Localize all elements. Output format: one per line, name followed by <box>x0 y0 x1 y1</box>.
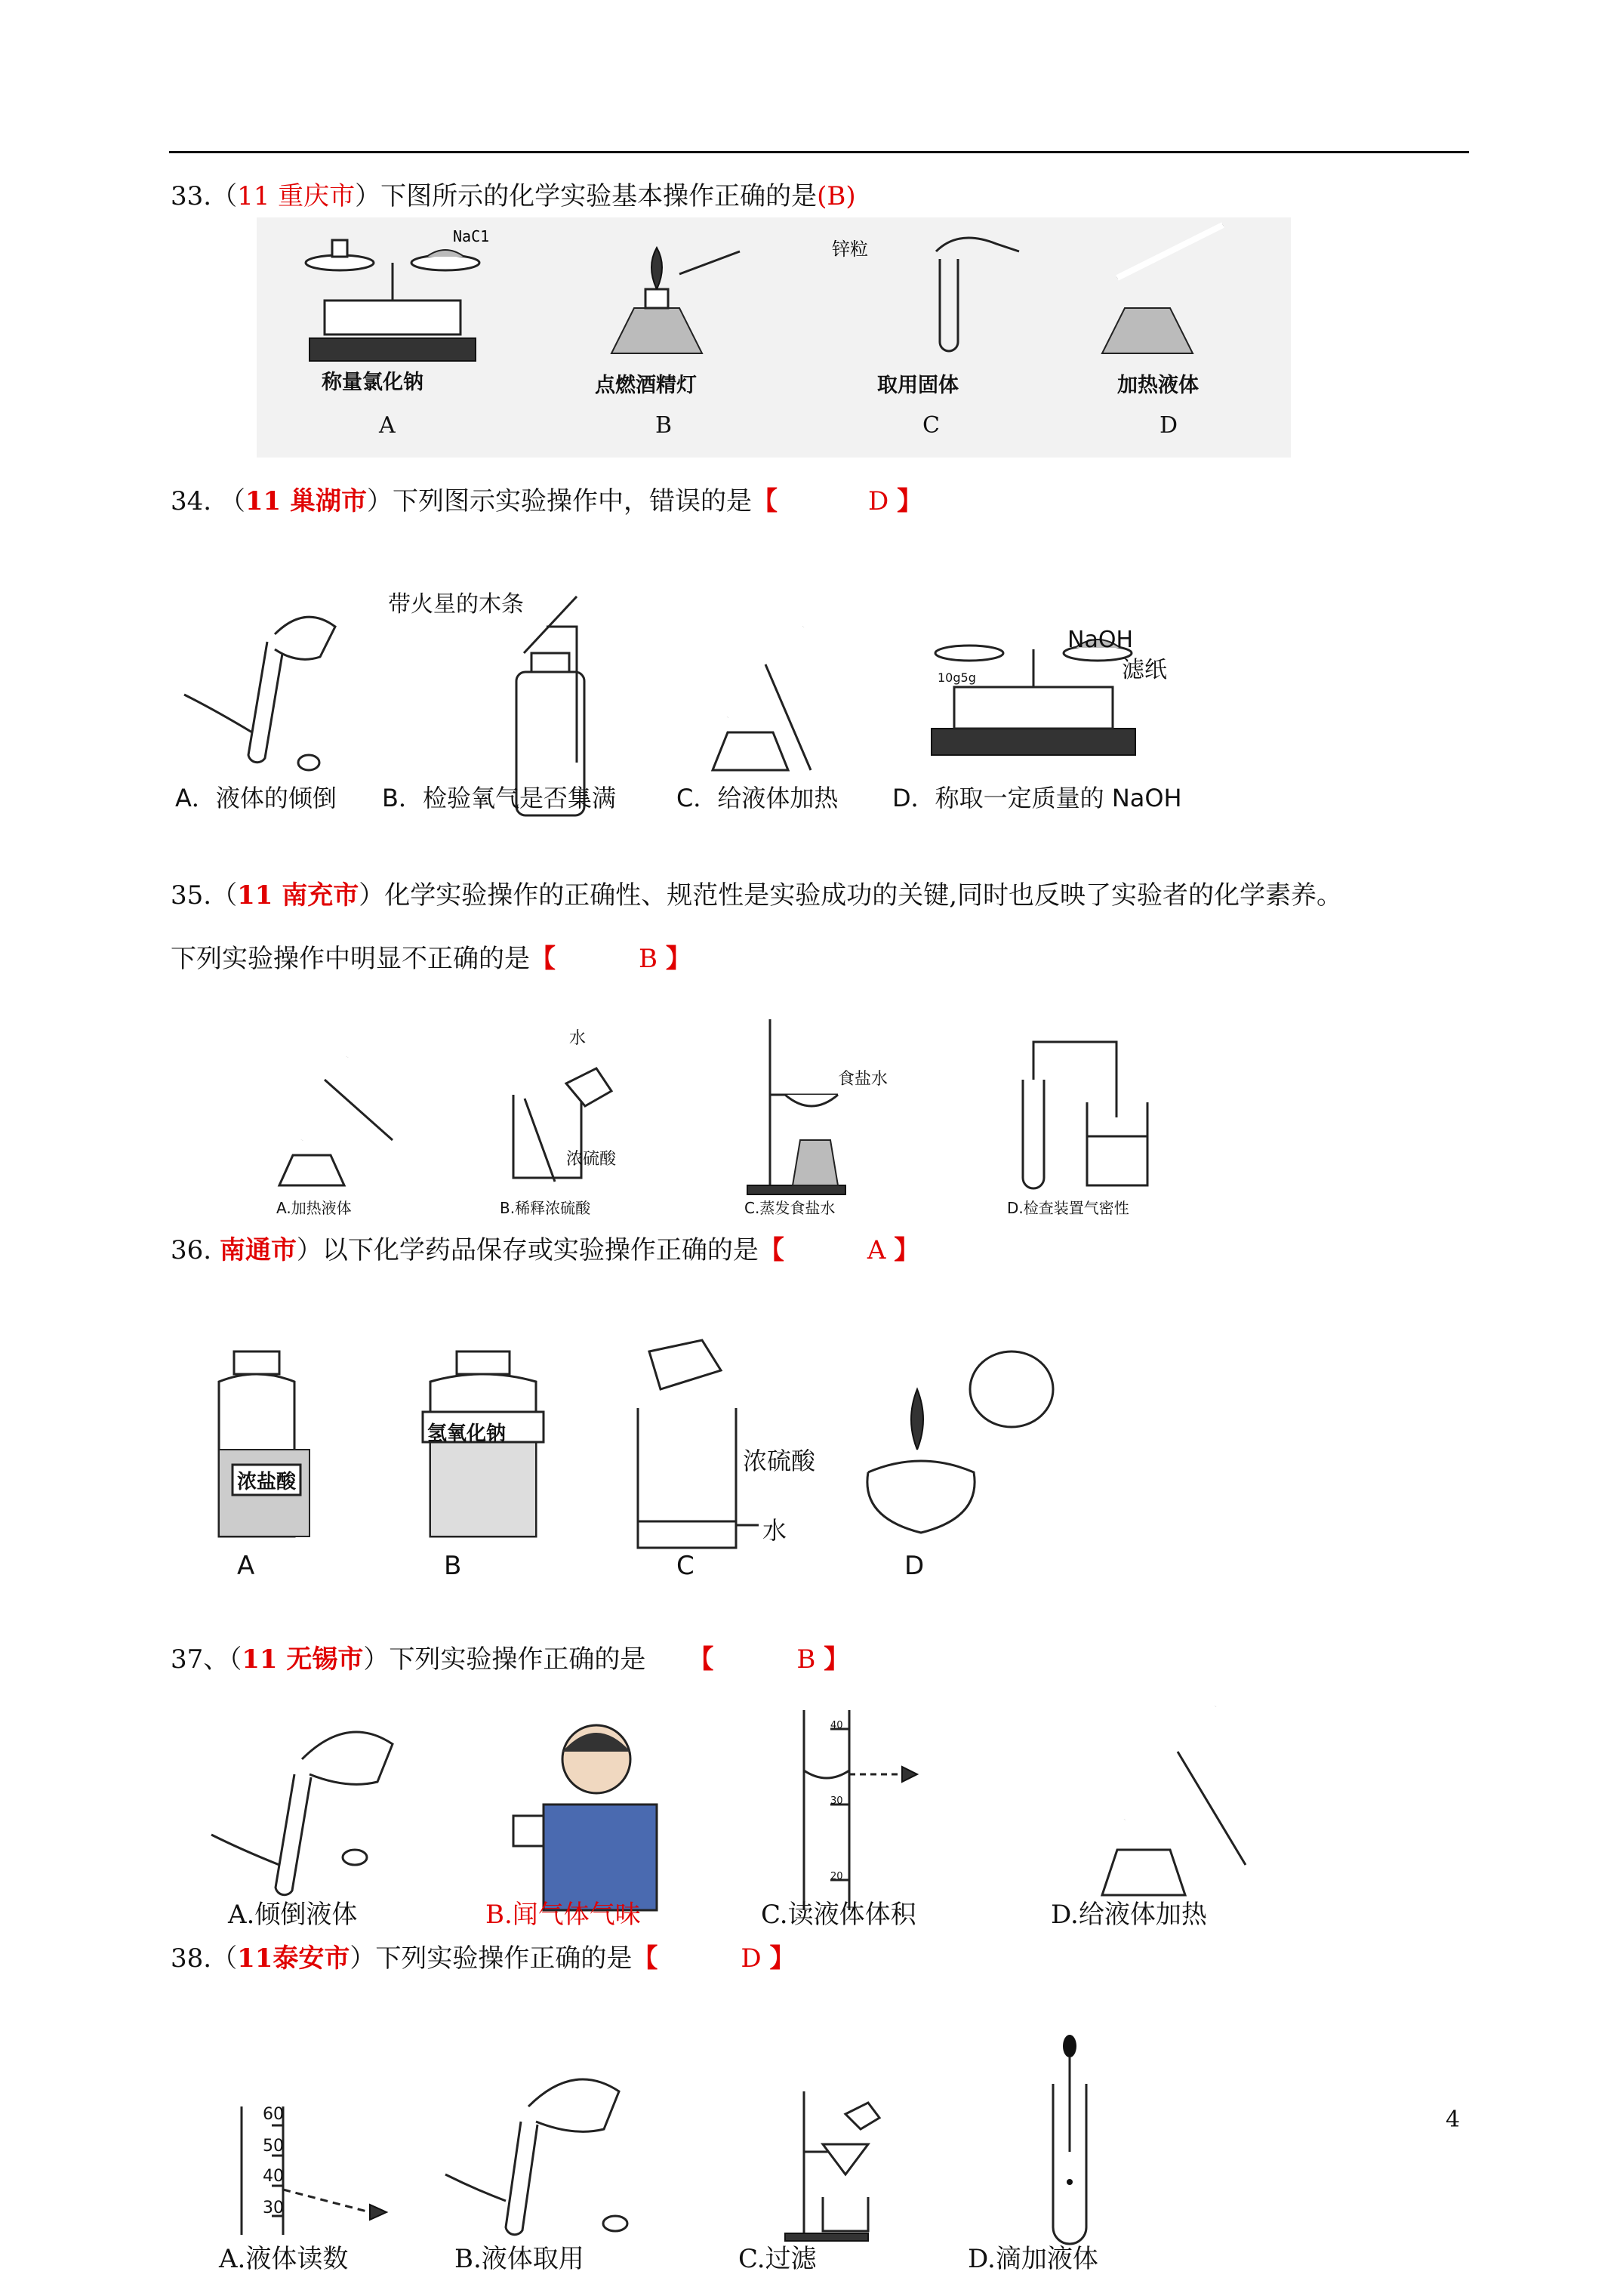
pouring-liquid-illustration <box>211 1732 393 1895</box>
lab-illustrations-q38 <box>211 2031 1147 2242</box>
page-number: 4 <box>1446 2106 1461 2133</box>
lab-illustrations-q36 <box>204 1336 1079 1586</box>
figure-q34: 带火星的木条 10g5g NaOH 滤纸 A．液体的倾倒 B．检验氧气是否集满 C．给液体加热 D．称取一定质量的 NaOH <box>169 581 1226 823</box>
svg-text:NaC1: NaC1 <box>453 227 490 245</box>
graduated-cylinder-illustration <box>804 1710 917 1910</box>
heating-tube-illustration <box>713 627 811 770</box>
balance-illustration <box>306 240 479 361</box>
question-33: 33.（11 重庆市）下图所示的化学实验基本操作正确的是(B) <box>171 181 856 211</box>
alcohol-lamp-illustration <box>867 1351 1053 1533</box>
svg-text:锌粒: 锌粒 <box>832 239 868 260</box>
question-source: 11 重庆市 <box>237 181 356 211</box>
smelling-gas-illustration <box>513 1725 657 1910</box>
figure-q36: 浓盐酸 氢氧化钠 浓硫酸 水 A B C D <box>204 1336 1079 1586</box>
acid-bottle-illustration <box>219 1351 310 1536</box>
heating-liquid-illustration <box>1102 225 1223 353</box>
question-source: 11 巢湖市 <box>245 486 368 516</box>
question-36: 36. 南通市）以下化学药品保存或实验操作正确的是【 A 】 <box>171 1235 920 1265</box>
balance-illustration <box>932 639 1135 755</box>
question-37: 37、（11 无锡市）下列实验操作正确的是 【 B 】 <box>171 1644 850 1675</box>
filtration-illustration <box>785 2091 879 2241</box>
lab-illustrations-q35 <box>264 1012 1170 1216</box>
heating-tube-illustration <box>1102 1706 1246 1895</box>
question-source: 11 南充市 <box>237 880 359 911</box>
question-35: 35.（11 南充市）化学实验操作的正确性、规范性是实验成功的关键,同时也反映了实验者的化学素养。 <box>171 880 1343 911</box>
dropper-illustration <box>1053 2035 1086 2244</box>
evaporation-illustration <box>747 1019 845 1194</box>
heating-liquid-illustration <box>279 1057 393 1185</box>
alcohol-lamp-illustration <box>611 248 740 353</box>
answer: D <box>741 1943 762 1974</box>
answer: A <box>867 1235 886 1265</box>
question-35-line2: 下列实验操作中明显不正确的是【 B 】 <box>171 944 691 974</box>
answer: B <box>796 1644 816 1675</box>
question-34: 34. （11 巢湖市）下列图示实验操作中，错误的是【 D 】 <box>171 486 923 516</box>
pouring-liquid-illustration <box>445 2079 627 2235</box>
beaker-pouring-illustration <box>638 1340 759 1548</box>
pouring-liquid-illustration <box>184 617 335 770</box>
answer: B <box>639 944 658 974</box>
answer: D <box>868 486 889 516</box>
figure-q37: 40 30 20 <box>196 1691 1313 1940</box>
test-tube-illustration <box>936 238 1019 351</box>
question-source: 11 无锡市 <box>242 1644 364 1675</box>
lab-illustrations-q33 <box>257 217 1291 458</box>
figure-q33: NaC1 锌粒 称量氯化钠 点燃酒精灯 取用固体 加热液体 A B C D <box>257 217 1291 458</box>
figure-q38: 60 50 40 30 <box>211 2031 1147 2242</box>
airtightness-illustration <box>1023 1042 1147 1188</box>
answer: (B) <box>817 181 856 211</box>
question-source: 11泰安市 <box>237 1943 350 1974</box>
question-38: 38.（11泰安市）下列实验操作正确的是【 D 】 <box>171 1943 796 1974</box>
figure-q35: 水 浓硫酸 食盐水 A.加热液体 B.稀释浓硫酸 C.蒸发食盐水 D.检查装置气密性 <box>264 1012 1170 1216</box>
question-source: 南通市 <box>219 1235 297 1265</box>
header-rule <box>169 151 1469 153</box>
